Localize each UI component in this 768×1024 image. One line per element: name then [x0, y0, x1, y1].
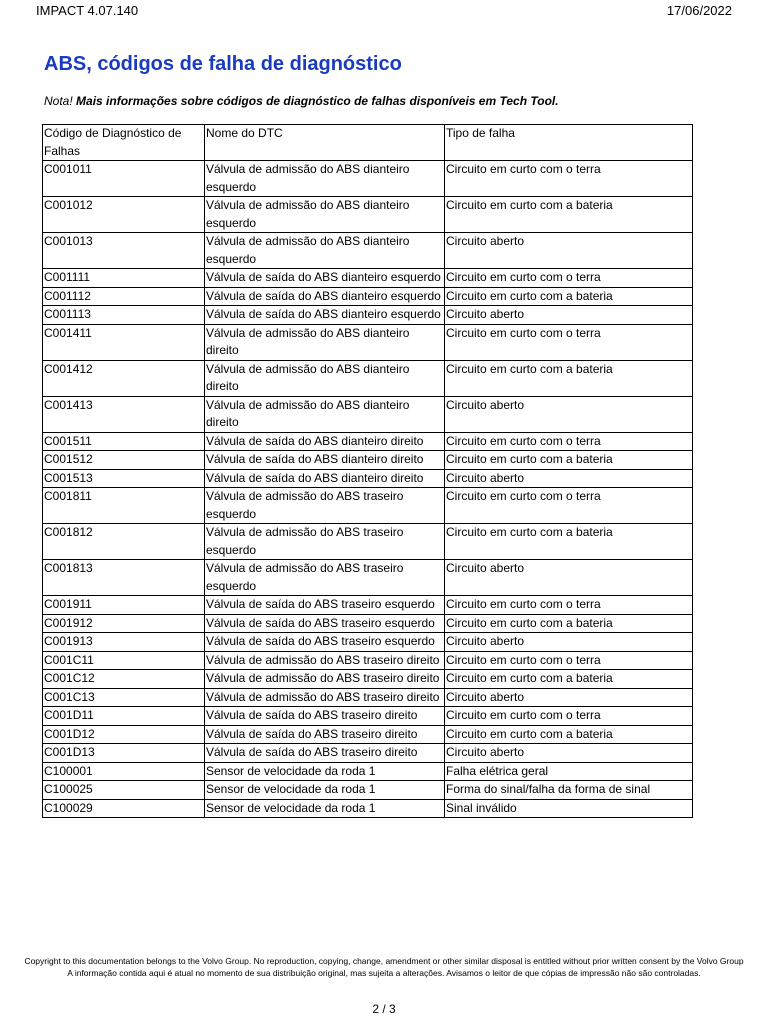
table-row	[43, 451, 693, 470]
table-row	[43, 287, 693, 306]
cell-dtc-name: Válvula de admissão do ABS traseiro esquerdo	[205, 524, 445, 560]
disclaimer: A informação contida aqui é atual no momento de sua distribuição original, mas sujeita a alterações. Avisamos o leitor de que cópias de impressão não são controladas.	[67, 968, 701, 978]
cell-dtc-name: Válvula de saída do ABS traseiro direito	[205, 725, 445, 744]
cell-code: C001411	[43, 324, 205, 360]
cell-code: C001412	[43, 360, 205, 396]
cell-fault-type: Circuito em curto com a bateria	[445, 670, 693, 689]
cell-code: C001112	[43, 287, 205, 306]
table-row	[43, 596, 693, 615]
cell-fault-type: Forma do sinal/falha da forma de sinal	[445, 781, 693, 800]
cell-fault-type: Circuito em curto com o terra	[445, 707, 693, 726]
cell-dtc-name: Válvula de saída do ABS dianteiro esquerdo	[205, 269, 445, 288]
cell-fault-type: Circuito em curto com a bateria	[445, 451, 693, 470]
table-row	[43, 744, 693, 763]
cell-dtc-name: Válvula de admissão do ABS traseiro esquerdo	[205, 488, 445, 524]
cell-dtc-name: Válvula de saída do ABS dianteiro direito	[205, 432, 445, 451]
table-row	[43, 762, 693, 781]
cell-fault-type: Circuito aberto	[445, 233, 693, 269]
table-row	[43, 725, 693, 744]
cell-fault-type: Circuito em curto com a bateria	[445, 524, 693, 560]
cell-code: C001512	[43, 451, 205, 470]
cell-code: C001D12	[43, 725, 205, 744]
table-row	[43, 488, 693, 524]
note-label: Nota!	[44, 94, 73, 108]
table-row	[43, 688, 693, 707]
cell-dtc-name: Válvula de admissão do ABS dianteiro esquerdo	[205, 233, 445, 269]
table-row	[43, 161, 693, 197]
table-row	[43, 306, 693, 325]
cell-fault-type: Circuito em curto com a bateria	[445, 614, 693, 633]
column-header-code: Código de Diagnóstico de Falhas	[43, 125, 205, 161]
cell-dtc-name: Válvula de admissão do ABS dianteiro esquerdo	[205, 197, 445, 233]
table-row	[43, 614, 693, 633]
cell-code: C001C13	[43, 688, 205, 707]
table-row	[43, 707, 693, 726]
table-header-row	[43, 125, 693, 161]
cell-fault-type: Circuito aberto	[445, 688, 693, 707]
cell-fault-type: Circuito aberto	[445, 560, 693, 596]
cell-code: C001012	[43, 197, 205, 233]
cell-dtc-name: Válvula de admissão do ABS dianteiro esquerdo	[205, 161, 445, 197]
cell-dtc-name: Válvula de admissão do ABS traseiro direito	[205, 651, 445, 670]
table-row	[43, 524, 693, 560]
cell-code: C001111	[43, 269, 205, 288]
cell-fault-type: Circuito em curto com o terra	[445, 269, 693, 288]
cell-code: C001912	[43, 614, 205, 633]
cell-dtc-name: Válvula de admissão do ABS traseiro direito	[205, 670, 445, 689]
table-row	[43, 197, 693, 233]
cell-dtc-name: Válvula de saída do ABS dianteiro esquerdo	[205, 306, 445, 325]
cell-code: C100025	[43, 781, 205, 800]
page-title: ABS, códigos de falha de diagnóstico	[44, 53, 402, 75]
cell-fault-type: Circuito em curto com a bateria	[445, 725, 693, 744]
cell-code: C100029	[43, 799, 205, 818]
table-body	[43, 161, 693, 818]
cell-dtc-name: Válvula de saída do ABS dianteiro direito	[205, 469, 445, 488]
cell-dtc-name: Válvula de saída do ABS dianteiro direito	[205, 451, 445, 470]
cell-dtc-name: Válvula de admissão do ABS traseiro esquerdo	[205, 560, 445, 596]
cell-fault-type: Circuito em curto com o terra	[445, 161, 693, 197]
table-row	[43, 233, 693, 269]
cell-dtc-name: Sensor de velocidade da roda 1	[205, 781, 445, 800]
table-row	[43, 560, 693, 596]
cell-dtc-name: Válvula de admissão do ABS dianteiro direito	[205, 324, 445, 360]
table-row	[43, 670, 693, 689]
cell-fault-type: Circuito em curto com a bateria	[445, 360, 693, 396]
note-text: Mais informações sobre códigos de diagnóstico de falhas disponíveis em Tech Tool.	[76, 94, 559, 108]
cell-fault-type: Sinal inválido	[445, 799, 693, 818]
table-row	[43, 360, 693, 396]
table-row	[43, 469, 693, 488]
cell-code: C001911	[43, 596, 205, 615]
table-row	[43, 432, 693, 451]
cell-dtc-name: Válvula de saída do ABS dianteiro esquerdo	[205, 287, 445, 306]
cell-fault-type: Circuito em curto com o terra	[445, 488, 693, 524]
cell-code: C001812	[43, 524, 205, 560]
cell-fault-type: Circuito em curto com o terra	[445, 432, 693, 451]
cell-fault-type: Circuito em curto com o terra	[445, 596, 693, 615]
cell-fault-type: Circuito aberto	[445, 396, 693, 432]
table-row	[43, 269, 693, 288]
table-row	[43, 781, 693, 800]
cell-fault-type: Circuito em curto com o terra	[445, 651, 693, 670]
cell-code: C001011	[43, 161, 205, 197]
cell-code: C100001	[43, 762, 205, 781]
cell-code: C001813	[43, 560, 205, 596]
table-row	[43, 633, 693, 652]
copyright-notice: Copyright to this documentation belongs to the Volvo Group. No reproduction, copying, change, amendment or other similar disposal is entitled without prior written consent by the Volvo Group	[0, 955, 768, 967]
cell-fault-type: Circuito em curto com a bateria	[445, 197, 693, 233]
cell-fault-type: Circuito aberto	[445, 744, 693, 763]
column-header-name: Nome do DTC	[205, 125, 445, 161]
cell-code: C001113	[43, 306, 205, 325]
cell-code: C001C12	[43, 670, 205, 689]
cell-dtc-name: Sensor de velocidade da roda 1	[205, 762, 445, 781]
cell-dtc-name: Válvula de admissão do ABS dianteiro direito	[205, 360, 445, 396]
dtc-table	[42, 124, 693, 818]
table-row	[43, 396, 693, 432]
table-row	[43, 651, 693, 670]
cell-dtc-name: Válvula de saída do ABS traseiro direito	[205, 707, 445, 726]
cell-code: C001413	[43, 396, 205, 432]
page-number: 2 / 3	[372, 1002, 396, 1016]
app-version: IMPACT 4.07.140	[36, 3, 139, 18]
print-date: 17/06/2022	[666, 3, 732, 18]
cell-code: C001D13	[43, 744, 205, 763]
cell-dtc-name: Válvula de admissão do ABS traseiro direito	[205, 688, 445, 707]
cell-fault-type: Circuito em curto com a bateria	[445, 287, 693, 306]
cell-dtc-name: Sensor de velocidade da roda 1	[205, 799, 445, 818]
table-row	[43, 324, 693, 360]
cell-dtc-name: Válvula de admissão do ABS dianteiro direito	[205, 396, 445, 432]
cell-code: C001511	[43, 432, 205, 451]
cell-code: C001C11	[43, 651, 205, 670]
cell-code: C001D11	[43, 707, 205, 726]
cell-dtc-name: Válvula de saída do ABS traseiro esquerdo	[205, 596, 445, 615]
footer	[0, 955, 768, 979]
cell-fault-type: Circuito aberto	[445, 306, 693, 325]
cell-dtc-name: Válvula de saída do ABS traseiro esquerdo	[205, 633, 445, 652]
cell-fault-type: Falha elétrica geral	[445, 762, 693, 781]
cell-dtc-name: Válvula de saída do ABS traseiro direito	[205, 744, 445, 763]
cell-code: C001513	[43, 469, 205, 488]
cell-fault-type: Circuito aberto	[445, 633, 693, 652]
cell-fault-type: Circuito em curto com o terra	[445, 324, 693, 360]
cell-code: C001913	[43, 633, 205, 652]
cell-code: C001013	[43, 233, 205, 269]
column-header-type: Tipo de falha	[445, 125, 693, 161]
cell-fault-type: Circuito aberto	[445, 469, 693, 488]
table-row	[43, 799, 693, 818]
note	[44, 94, 559, 108]
cell-code: C001811	[43, 488, 205, 524]
cell-dtc-name: Válvula de saída do ABS traseiro esquerdo	[205, 614, 445, 633]
